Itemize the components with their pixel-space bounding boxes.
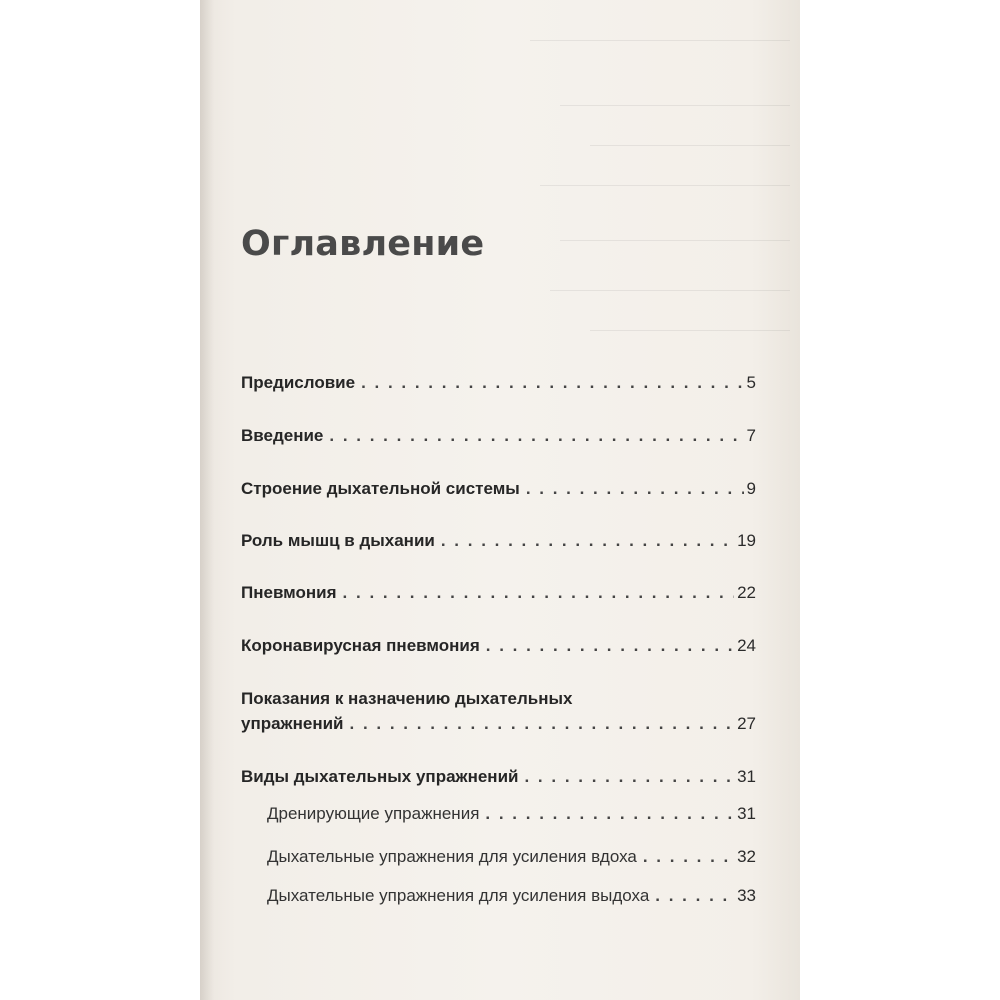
- toc-page-number: 24: [737, 636, 756, 655]
- toc-entry-label: Виды дыхательных упражнений: [241, 767, 519, 786]
- toc-entry-label: Строение дыхательной системы: [241, 479, 520, 498]
- toc-page-number: 33: [737, 886, 756, 905]
- toc-entry-label: Дренирующие упражнения: [267, 804, 480, 823]
- page-title: Оглавление: [241, 224, 485, 264]
- toc-page-number: 9: [746, 479, 756, 498]
- toc-entry-label-line1[interactable]: Показания к назначению дыхательных: [241, 689, 573, 708]
- toc-entry-respiratory-system[interactable]: [241, 477, 756, 501]
- toc-page-number: 27: [737, 714, 756, 733]
- toc-subentry-drainage[interactable]: [267, 802, 756, 826]
- toc-subentry-inhale[interactable]: [267, 845, 756, 869]
- toc-page-number: 5: [746, 373, 756, 392]
- toc-entry-label: Коронавирусная пневмония: [241, 636, 480, 655]
- dot-leader: [350, 712, 735, 736]
- dot-leader: [655, 884, 734, 908]
- toc-page-number: 7: [746, 426, 756, 445]
- toc-page-number: 32: [737, 847, 756, 866]
- dot-leader: [343, 581, 735, 605]
- toc-entry-preface[interactable]: [241, 371, 756, 395]
- toc-page-number: 31: [737, 767, 756, 786]
- toc-entry-muscles-role[interactable]: [241, 529, 756, 553]
- toc-entry-exercise-types[interactable]: [241, 765, 756, 789]
- toc-entry-coronavirus-pneumonia[interactable]: [241, 634, 756, 658]
- toc-entry-label: Введение: [241, 426, 324, 445]
- toc-subentry-exhale[interactable]: [267, 884, 756, 908]
- toc-entry-pneumonia[interactable]: [241, 581, 756, 605]
- dot-leader: [526, 477, 744, 501]
- toc-entry-label: Дыхательные упражнения для усиления выдоха: [267, 886, 650, 905]
- dot-leader: [643, 845, 734, 869]
- toc-page-number: 31: [737, 804, 756, 823]
- table-of-contents: [241, 0, 756, 1000]
- dot-leader: [486, 634, 734, 658]
- toc-entry-label: Предисловие: [241, 373, 356, 392]
- toc-page-number: 19: [737, 531, 756, 550]
- toc-entry-label: упражнений: [241, 714, 344, 733]
- toc-entry-label: Пневмония: [241, 583, 337, 602]
- toc-entry-label: Дыхательные упражнения для усиления вдоха: [267, 847, 637, 866]
- dot-leader: [485, 802, 734, 826]
- toc-entry-introduction[interactable]: [241, 424, 756, 448]
- dot-leader: [441, 529, 734, 553]
- dot-leader: [329, 424, 743, 448]
- dot-leader: [524, 765, 734, 789]
- toc-page-number: 22: [737, 583, 756, 602]
- toc-entry-indications[interactable]: [241, 712, 756, 736]
- toc-entry-label: Роль мышц в дыхании: [241, 531, 435, 550]
- spine-shadow: [200, 0, 214, 1000]
- dot-leader: [361, 371, 743, 395]
